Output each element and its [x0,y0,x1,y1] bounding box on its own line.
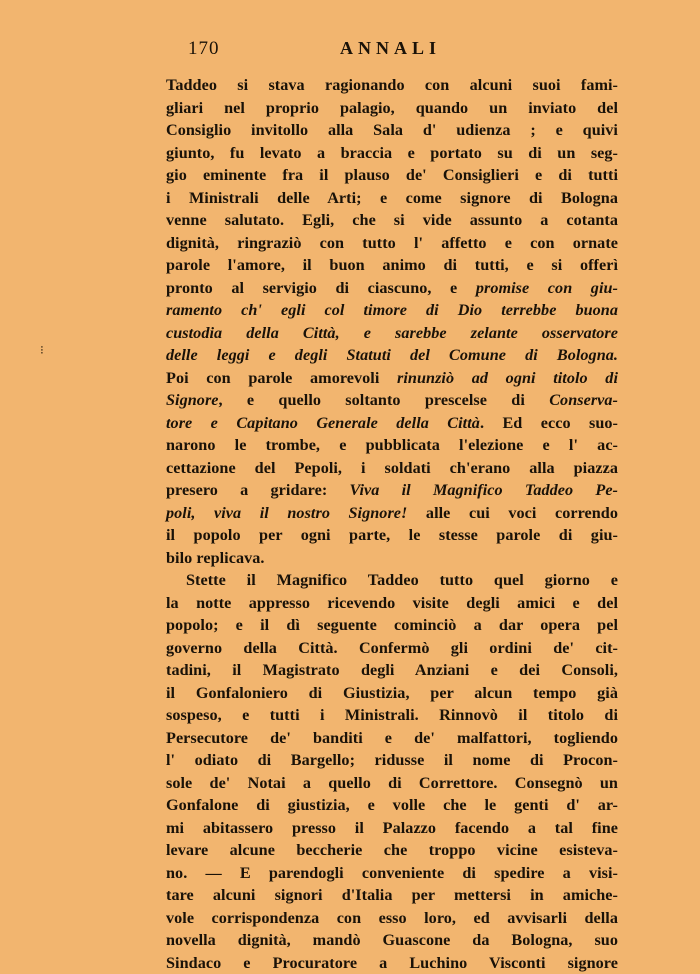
text-line [166,884,618,907]
text-segment: presero a gridare: [166,481,350,499]
page-number: 170 [188,38,220,60]
text-line [166,952,618,974]
text-segment: novella dignità, mandò Guascone da Bologna, suo [166,931,618,949]
text-line [166,142,618,165]
text-line [166,929,618,952]
text-segment: Sindaco e Procuratore a Luchino Visconti signore [166,954,618,972]
text-segment: pronto al servigio di ciascuno, e [166,279,476,297]
text-line [166,659,618,682]
text-segment: l' odiato di Bargello; ridusse il nome di Procon- [166,751,618,769]
text-line [166,817,618,840]
text-line [166,479,618,502]
text-line [166,412,618,435]
text-line [166,367,618,390]
text-segment: la notte appresso ricevendo visite degli amici e del [166,594,618,612]
text-segment: gliari nel proprio palagio, quando un inviato del [166,99,618,117]
italic-text: rinunziò ad ogni titolo di [397,369,618,387]
italic-text: Signore [166,391,219,409]
text-segment: parole l'amore, il buon animo di tutti, e si offerì [166,256,618,274]
text-line [166,254,618,277]
text-segment: venne salutato. Egli, che si vide assunto a cotanta [166,211,618,229]
text-segment: Gonfalone di giustizia, e volle che le genti d' ar- [166,796,618,814]
text-line [166,592,618,615]
margin-mark: ⁝ [40,343,44,358]
text-line [166,164,618,187]
text-line [166,389,618,412]
running-title: ANNALI [340,38,441,59]
text-line [166,772,618,795]
text-line [166,524,618,547]
text-line [166,299,618,322]
text-segment: Consiglio invitollo alla Sala d' udienza ; e quivi [166,121,618,139]
text-line [166,232,618,255]
italic-text: Viva il Magnifico Taddeo Pe- [350,481,619,499]
text-line [166,187,618,210]
page-header [172,38,620,64]
body-text [166,74,618,974]
text-line [166,277,618,300]
text-line [166,74,618,97]
text-segment: il Gonfaloniero di Giustizia, per alcun tempo già [166,684,618,702]
text-segment: Poi con parole amorevoli [166,369,397,387]
text-line [166,119,618,142]
text-line [166,97,618,120]
text-segment: alle cui voci correndo [407,504,618,522]
text-line [166,209,618,232]
text-segment: . Ed ecco suo- [480,414,618,432]
text-line [166,727,618,750]
text-segment: mi abitassero presso il Palazzo facendo a tal fine [166,819,618,837]
text-segment: popolo; e il dì seguente cominciò a dar opera pel [166,616,618,634]
text-segment: tadini, il Magistrato degli Anziani e dei Consoli, [166,661,618,679]
italic-text: poli, viva il nostro Signore! [166,504,407,522]
text-segment: Taddeo si stava ragionando con alcuni suoi fami- [166,76,618,94]
text-segment: narono le trombe, e pubblicata l'elezione e l' ac- [166,436,618,454]
text-line [166,862,618,885]
italic-text: ramento ch' egli col timore di Dio terrebbe buona [166,301,618,319]
text-segment: i Ministrali delle Arti; e come signore di Bologna [166,189,618,207]
text-line [166,322,618,345]
text-line [166,907,618,930]
text-segment: levare alcune beccherie che troppo vicine esisteva- [166,841,618,859]
text-segment: no. — E parendogli conveniente di spedire a visi- [166,864,618,882]
text-line [166,502,618,525]
text-line [166,569,618,592]
text-line [166,682,618,705]
text-segment: cettazione del Pepoli, i soldati ch'erano alla piazza [166,459,618,477]
text-segment: , e quello soltanto prescelse di [219,391,550,409]
text-segment: dignità, ringraziò con tutto l' affetto e con ornate [166,234,618,252]
text-line [166,637,618,660]
italic-text: promise con giu- [476,279,618,297]
text-line [166,749,618,772]
text-segment: gio eminente fra il plauso de' Consiglieri e di tutti [166,166,618,184]
text-segment: tare alcuni signori d'Italia per mettersi in amiche- [166,886,618,904]
italic-text: tore e Capitano Generale della Città [166,414,480,432]
text-line [166,839,618,862]
text-segment: governo della Città. Confermò gli ordini de' cit- [166,639,618,657]
text-line [166,434,618,457]
text-line [166,614,618,637]
italic-text: custodia della Città, e sarebbe zelante osservatore [166,324,618,342]
italic-text: Conserva- [549,391,618,409]
text-segment: il popolo per ogni parte, le stesse parole di giu- [166,526,618,544]
text-segment: sospeso, e tutti i Ministrali. Rinnovò il titolo di [166,706,618,724]
text-line [166,457,618,480]
text-segment: vole corrispondenza con esso loro, ed avvisarli della [166,909,618,927]
text-segment: sole de' Notai a quello di Correttore. Consegnò un [166,774,618,792]
text-segment: giunto, fu levato a braccia e portato su di un seg- [166,144,618,162]
text-line [166,704,618,727]
text-segment: Stette il Magnifico Taddeo tutto quel giorno e [186,571,618,589]
text-segment: Persecutore de' banditi e de' malfattori, togliendo [166,729,618,747]
italic-text: delle leggi e degli Statuti del Comune di Bologna. [166,346,618,364]
text-line [166,547,618,570]
text-line [166,344,618,367]
text-line [166,794,618,817]
text-segment: bilo replicava. [166,549,264,567]
